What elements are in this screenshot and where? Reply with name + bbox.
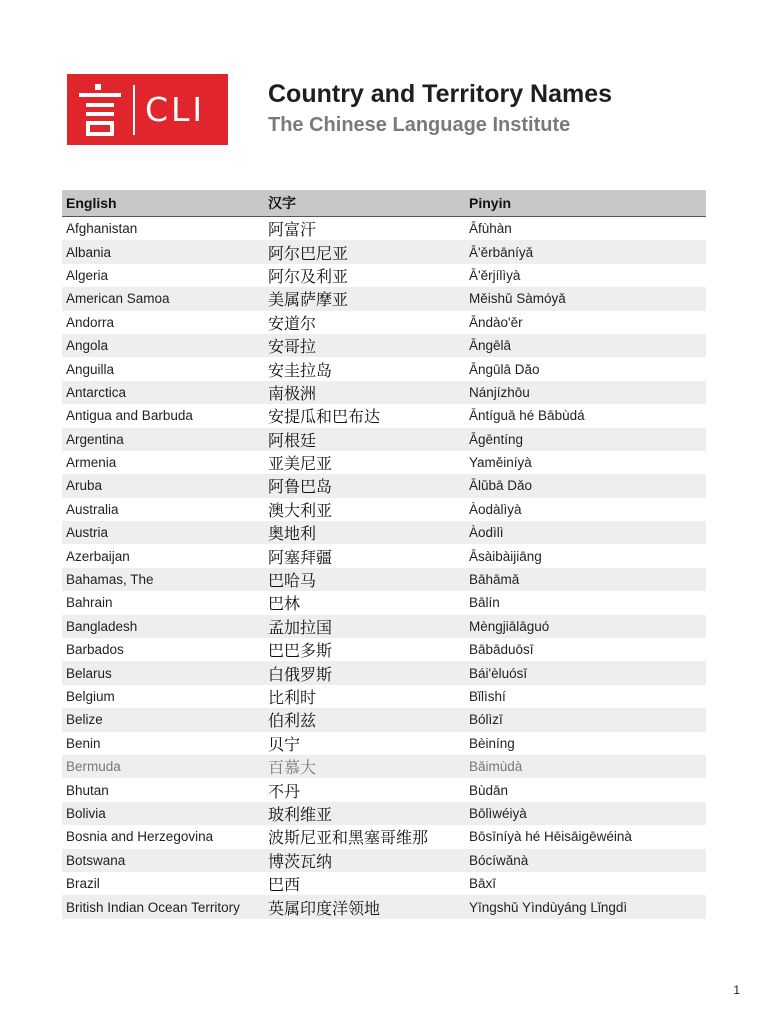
page-title: Country and Territory Names [268, 80, 613, 108]
cell-hanzi: 安哥拉 [268, 337, 317, 357]
cell-english: Aruba [66, 478, 103, 494]
table-row [62, 638, 706, 661]
cell-hanzi: 百慕大 [268, 758, 317, 778]
table-row [62, 217, 706, 241]
country-names-table [62, 190, 706, 919]
table-row [62, 895, 706, 918]
cell-english: Australia [66, 501, 119, 517]
cell-hanzi: 英属印度洋领地 [268, 898, 381, 918]
cell-english: Afghanistan [66, 221, 138, 237]
cell-pinyin: Yīngshǔ Yìndùyáng Lǐngdì [469, 899, 628, 915]
cell-pinyin: Mèngjiālāguó [469, 618, 550, 634]
cell-english: Benin [66, 735, 101, 751]
cell-hanzi: 巴巴多斯 [268, 641, 333, 661]
cell-pinyin: Bālín [469, 595, 500, 611]
cell-english: Bangladesh [66, 618, 138, 634]
cell-pinyin: Ālǔbā Dǎo [469, 478, 533, 494]
column-header-pinyin: Pinyin [465, 190, 706, 217]
cell-pinyin: Yaměiníyà [469, 455, 532, 471]
cell-pinyin: Ā'ěrbāníyǎ [469, 244, 534, 260]
cell-hanzi: 亚美尼亚 [268, 454, 333, 474]
cell-english: Botswana [66, 852, 126, 868]
cell-english: Bosnia and Herzegovina [66, 829, 214, 845]
cell-hanzi: 澳大利亚 [268, 500, 333, 520]
cell-english: Antigua and Barbuda [66, 408, 193, 424]
cell-pinyin: Bái'èluósī [469, 665, 528, 681]
cell-hanzi: 巴哈马 [268, 571, 317, 591]
cell-english: Angola [66, 338, 109, 354]
cli-logo [67, 74, 228, 145]
cell-english: Bahamas, The [66, 572, 154, 588]
cell-pinyin: Bōlìwéiyà [469, 805, 527, 821]
cell-pinyin: Bǐlìshí [469, 689, 506, 704]
cell-hanzi: 不丹 [268, 781, 301, 801]
table-row [62, 615, 706, 638]
cell-english: Brazil [66, 876, 100, 892]
cell-hanzi: 阿尔及利亚 [268, 266, 349, 286]
table-row [62, 872, 706, 895]
table-row [62, 474, 706, 497]
cell-hanzi: 美属萨摩亚 [268, 290, 349, 310]
cell-pinyin: Bāhāmǎ [469, 572, 520, 588]
cell-pinyin: Měishǔ Sàmóyǎ [469, 291, 566, 307]
cell-pinyin: Bùdān [469, 782, 509, 798]
cell-english: Anguilla [66, 361, 115, 377]
cell-pinyin: Nánjízhōu [469, 384, 530, 400]
cell-pinyin: Àodìlì [469, 525, 504, 541]
yan-glyph-icon [67, 74, 133, 145]
logo-divider [133, 85, 135, 135]
table-row [62, 357, 706, 380]
column-header-hanzi: 汉字 [264, 190, 465, 217]
cell-english: Belgium [66, 689, 115, 704]
cell-english: Algeria [66, 267, 109, 283]
cell-english: Albania [66, 244, 112, 260]
cell-hanzi: 南极洲 [268, 383, 317, 403]
table-row [62, 521, 706, 544]
cell-hanzi: 阿尔巴尼亚 [268, 243, 349, 263]
cell-english: Argentina [66, 431, 124, 447]
cell-hanzi: 博茨瓦纳 [268, 851, 333, 871]
table-row [62, 568, 706, 591]
cell-english: Bermuda [66, 759, 121, 775]
cell-pinyin: Bāxī [469, 876, 497, 892]
cell-pinyin: Bǎimùdà [469, 759, 523, 775]
cell-english: Barbados [66, 642, 124, 658]
table-row [62, 240, 706, 263]
table-row [62, 381, 706, 404]
table-row [62, 661, 706, 684]
cell-english: Austria [66, 525, 109, 541]
cell-english: Bhutan [66, 782, 109, 798]
table-row [62, 685, 706, 708]
cell-hanzi: 比利时 [268, 688, 317, 707]
cell-pinyin: Ā'ěrjílìyà [469, 267, 521, 283]
cell-english: Andorra [66, 314, 115, 330]
cell-english: American Samoa [66, 291, 170, 307]
cell-pinyin: Āgēntíng [469, 431, 524, 447]
cell-hanzi: 贝宁 [268, 734, 301, 754]
cell-pinyin: Āndào'ěr [469, 314, 523, 330]
table-row [62, 498, 706, 521]
cell-pinyin: Āngūlā Dǎo [469, 361, 540, 377]
cell-hanzi: 阿富汗 [268, 220, 317, 240]
table-header [62, 190, 706, 217]
table-row [62, 287, 706, 310]
cell-hanzi: 安提瓜和巴布达 [268, 407, 381, 427]
cell-english: Belize [66, 712, 103, 728]
table-row [62, 778, 706, 801]
table-row [62, 755, 706, 778]
cell-hanzi: 阿根廷 [268, 430, 317, 450]
cell-hanzi: 阿鲁巴岛 [268, 477, 333, 497]
cell-pinyin: Bābāduōsī [469, 642, 534, 658]
cell-hanzi: 奥地利 [268, 524, 317, 544]
cell-pinyin: Āfùhàn [469, 221, 512, 237]
cell-hanzi: 玻利维亚 [268, 804, 333, 824]
cell-hanzi: 伯利兹 [268, 711, 317, 731]
cell-english: Armenia [66, 455, 117, 471]
cell-hanzi: 孟加拉国 [268, 617, 333, 637]
column-header-english: English [62, 190, 264, 217]
cell-hanzi: 巴西 [268, 875, 301, 895]
cell-english: Azerbaijan [66, 548, 130, 564]
table-row [62, 264, 706, 287]
cell-english: Bolivia [66, 805, 106, 821]
cell-hanzi: 波斯尼亚和黑塞哥维那 [268, 828, 429, 848]
table-row [62, 591, 706, 614]
page-subtitle: The Chinese Language Institute [268, 114, 571, 136]
table-body [62, 217, 706, 919]
cell-pinyin: Āsàibàijiāng [469, 548, 542, 564]
table-row [62, 451, 706, 474]
cell-english: British Indian Ocean Territory [66, 899, 240, 915]
table-row [62, 334, 706, 357]
logo-text: CLI [145, 90, 206, 129]
table-row [62, 849, 706, 872]
cell-hanzi: 安道尔 [268, 313, 317, 333]
table-header-row [62, 190, 706, 217]
cell-pinyin: Bèiníng [469, 735, 515, 751]
table-row [62, 428, 706, 451]
cell-hanzi: 白俄罗斯 [268, 664, 333, 684]
cell-english: Antarctica [66, 384, 127, 400]
cell-english: Bahrain [66, 595, 113, 611]
cell-pinyin: Bócíwǎnà [469, 852, 529, 868]
cell-pinyin: Àodàlìyà [469, 501, 522, 517]
cell-hanzi: 阿塞拜疆 [268, 547, 333, 567]
cell-hanzi: 巴林 [268, 594, 301, 614]
table-row [62, 708, 706, 731]
table-row [62, 311, 706, 334]
cell-hanzi: 安圭拉岛 [268, 360, 333, 380]
table-row [62, 732, 706, 755]
table-row [62, 404, 706, 427]
table-row [62, 825, 706, 848]
cell-pinyin: Bólìzī [469, 712, 503, 728]
cell-pinyin: Āntíguā hé Bābùdá [469, 408, 585, 424]
page-number: 1 [733, 983, 740, 997]
cell-english: Belarus [66, 665, 112, 681]
cell-pinyin: Bōsīníyà hé Hēisāigēwéinà [469, 829, 632, 845]
cell-pinyin: Āngēlā [469, 338, 512, 354]
table-row [62, 544, 706, 567]
table-row [62, 802, 706, 825]
